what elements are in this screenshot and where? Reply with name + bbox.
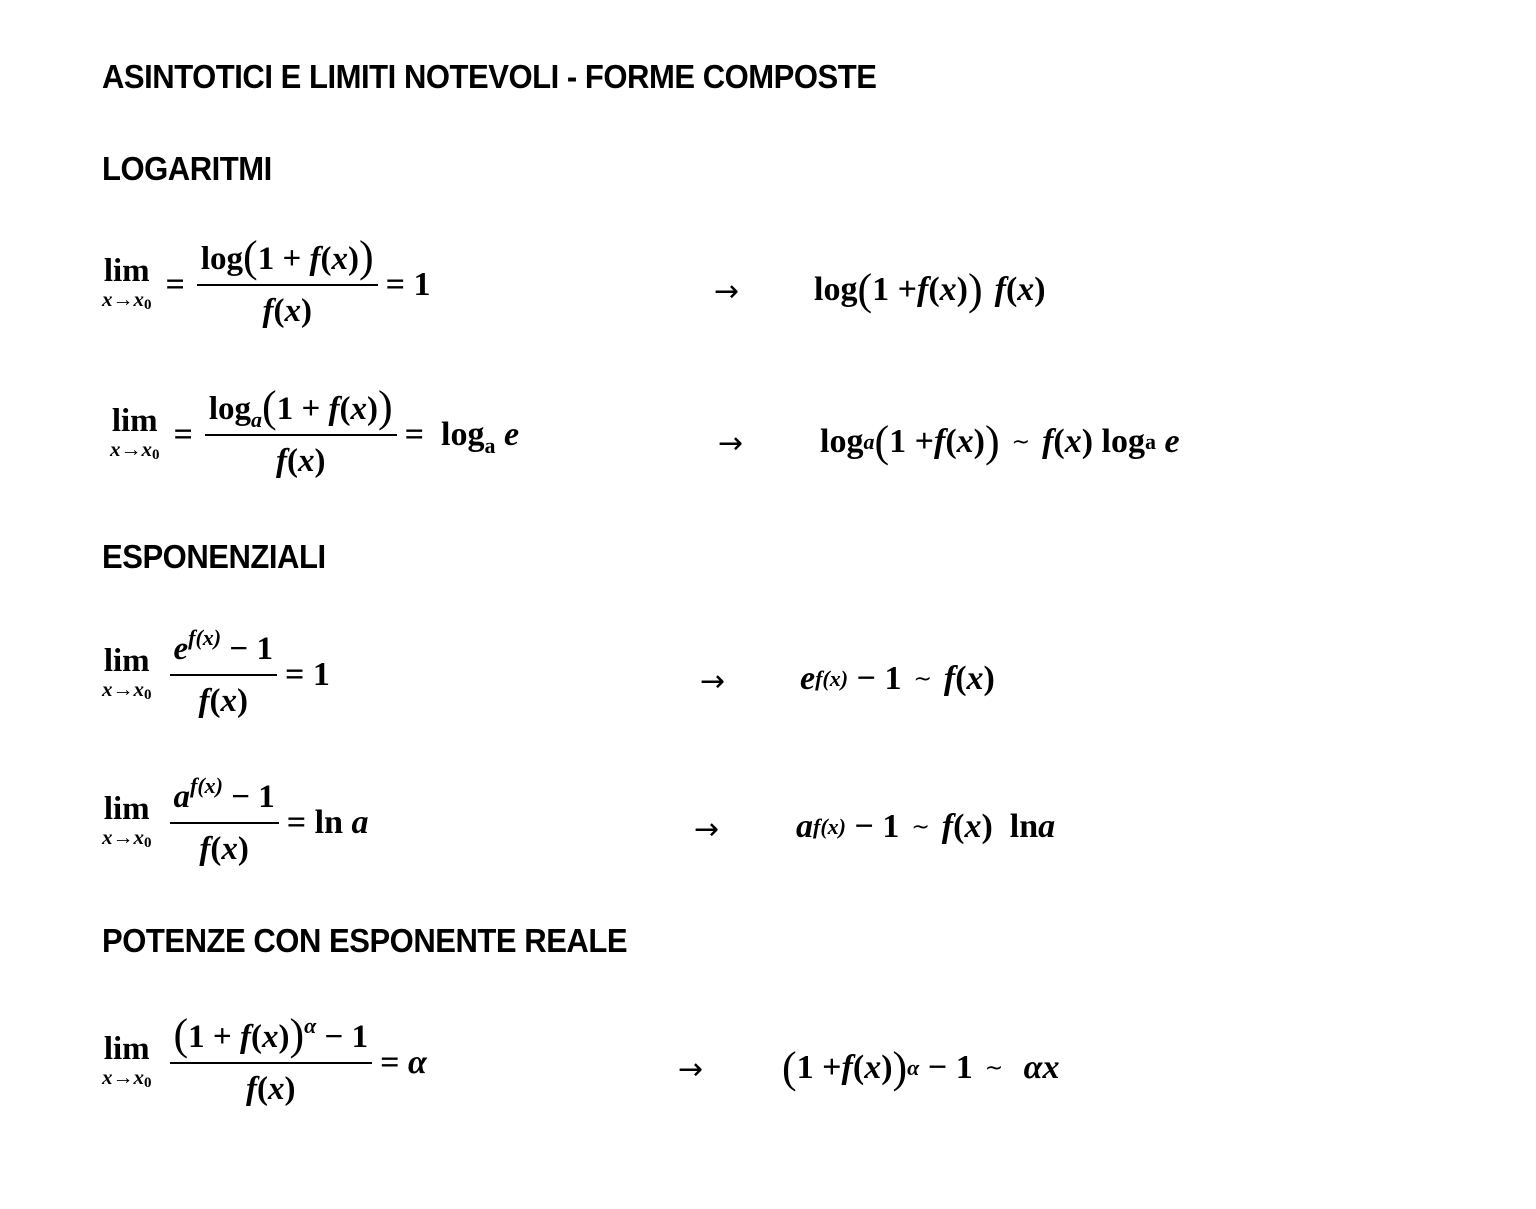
formula-exp-a — [102, 774, 1402, 894]
asymptotic-equivalence: ( 1 + f ( x ) ) α − 1 ~ αx — [782, 1043, 1060, 1092]
formula-log-natural: lim x→x0 = $\frac{\log(1 + f(x))}{f(x)}$ = 1 → log ( 1 + f ( x ) ) f ( x ) — [102, 236, 1402, 356]
fraction — [170, 774, 279, 872]
asymptotic-equivalence: e f(x) − 1 ~ f ( x ) — [800, 660, 995, 697]
fraction — [170, 626, 277, 724]
limit-operator: lim x→x0 — [102, 1031, 152, 1091]
formula-power-real — [102, 1010, 1402, 1134]
fraction — [197, 232, 378, 334]
limit-operator: lim x→x0 — [102, 643, 152, 703]
asymptotic-equivalence: a f(x) − 1 ~ f ( x ) ln a — [796, 808, 1056, 845]
fraction-numerator: $a^{f(x)} - 1$ — [173, 773, 275, 815]
limit-operator: lim x→x0 — [110, 403, 160, 463]
arrow-icon: → — [700, 664, 726, 699]
limit-result: = α — [380, 1044, 427, 1081]
fraction — [205, 382, 397, 484]
fraction — [170, 1010, 373, 1112]
asymptotic-equivalence: log ( 1 + f ( x ) ) f ( x ) — [814, 265, 1046, 314]
fraction-numerator: log(1 + f(x)) — [200, 232, 374, 281]
section-heading-logaritmi: LOGARITMI — [102, 150, 272, 187]
limit-operator: lim x→x0 — [102, 253, 152, 313]
fraction-denominator: f(x) — [262, 293, 313, 329]
fraction-numerator: $\log_a(1 + f(x))$ — [208, 382, 393, 432]
limit-result: = ln a — [286, 804, 369, 841]
section-heading-potenze: POTENZE CON ESPONENTE REALE — [102, 922, 628, 959]
arrow-icon: → — [694, 812, 720, 847]
fraction-numerator: $e^{f(x)} - 1$ — [173, 625, 273, 667]
section-heading-esponenziali: ESPONENZIALI — [102, 538, 326, 575]
fraction-denominator: f(x) — [199, 831, 249, 867]
formula-log-base-a: lim x→x0 = $\frac{\log_a(1 + f(x))}{f(x)}$ = $\log_a e$ → log a ( 1 + f ( x ) ) ~ f ( x ) log a e — [110, 386, 1430, 506]
limit-result: = 1 — [284, 656, 330, 693]
formula-exp-e — [102, 626, 1402, 746]
arrow-icon: → — [678, 1052, 704, 1087]
page-title: ASINTOTICI E LIMITI NOTEVOLI - FORME COMPOSTE — [102, 58, 877, 95]
asymptotic-equivalence: log a ( 1 + f ( x ) ) ~ f ( x ) log a e — [820, 417, 1180, 466]
limit-operator: lim x→x0 — [102, 791, 152, 851]
arrow-icon: → — [718, 426, 744, 461]
limit-result: = $\log_a e$ — [404, 416, 520, 458]
arrow-icon: → — [714, 274, 740, 309]
limit-result: = 1 — [385, 266, 431, 303]
fraction-denominator: f(x) — [246, 1071, 296, 1107]
fraction-denominator: f(x) — [276, 443, 326, 479]
fraction-numerator: $(1 + f(x))^\alpha - 1$ — [173, 1010, 369, 1059]
fraction-denominator: f(x) — [198, 683, 248, 719]
